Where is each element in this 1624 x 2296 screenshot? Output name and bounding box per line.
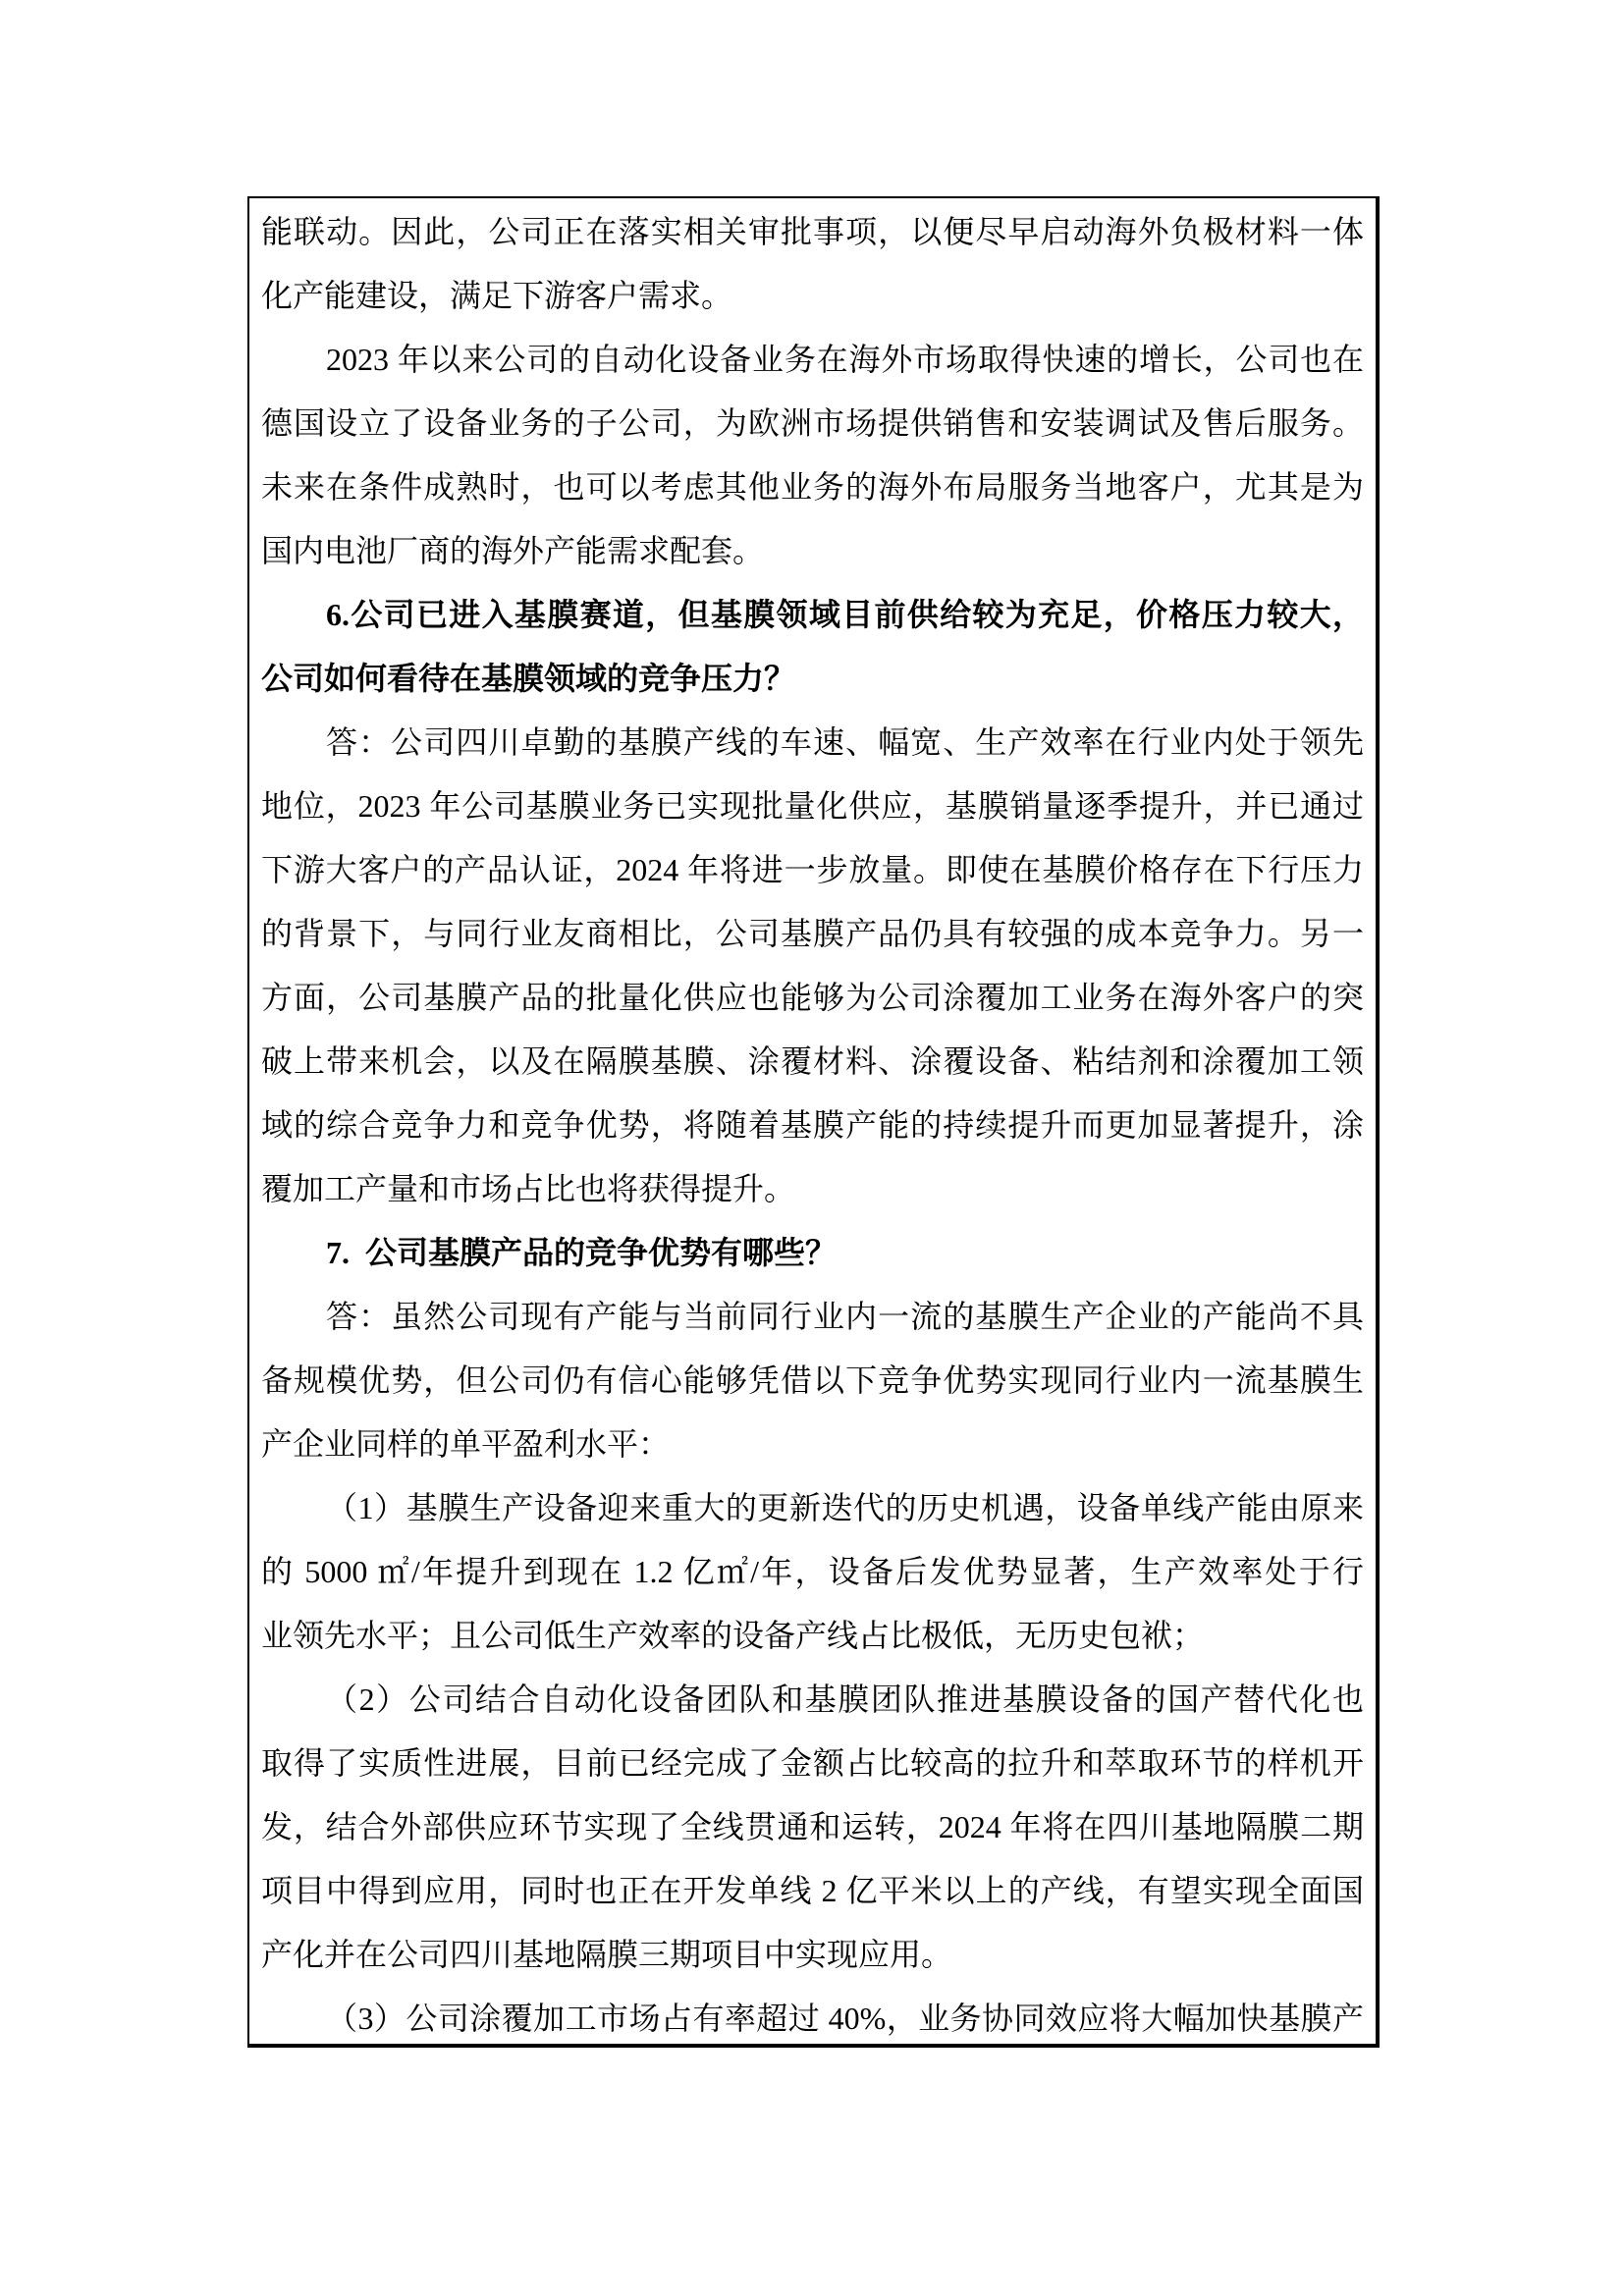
document-line: 备规模优势，但公司仍有信心能够凭借以下竞争优势实现同行业内一流基膜生 bbox=[261, 1362, 1364, 1398]
document-line: 地位，2023 年公司基膜业务已实现批量化供应，基膜销量逐季提升，并已通过 bbox=[261, 788, 1364, 824]
document-line: 产企业同样的单平盈利水平： bbox=[261, 1426, 671, 1462]
document-line: 产化并在公司四川基地隔膜三期项目中实现应用。 bbox=[261, 1937, 953, 1972]
document-line: 国内电池厂商的海外产能需求配套。 bbox=[261, 533, 765, 568]
document-line: 答：虽然公司现有产能与当前同行业内一流的基膜生产企业的产能尚不具 bbox=[326, 1299, 1364, 1334]
document-line: （3）公司涂覆加工市场占有率超过 40%，业务协同效应将大幅加快基膜产 bbox=[326, 2001, 1364, 2036]
document-line: 覆加工产量和市场占比也将获得提升。 bbox=[261, 1171, 796, 1206]
question-6-line: 公司如何看待在基膜领域的竞争压力？ bbox=[261, 661, 796, 696]
document-line: （2）公司结合自动化设备团队和基膜团队推进基膜设备的国产替代化也 bbox=[326, 1682, 1364, 1717]
document-line: 德国设立了设备业务的子公司，为欧洲市场提供销售和安装调试及售后服务。 bbox=[261, 405, 1364, 441]
document-line: 化产能建设，满足下游客户需求。 bbox=[261, 278, 733, 313]
document-line: 破上带来机会，以及在隔膜基膜、涂覆材料、涂覆设备、粘结剂和涂覆加工领 bbox=[261, 1043, 1364, 1079]
document-line: 方面，公司基膜产品的批量化供应也能够为公司涂覆加工业务在海外客户的突 bbox=[261, 980, 1364, 1015]
document-line: 未来在条件成熟时，也可以考虑其他业务的海外布局服务当地客户，尤其是为 bbox=[261, 469, 1364, 505]
question-6-line: 6.公司已进入基膜赛道，但基膜领域目前供给较为充足，价格压力较大， bbox=[326, 597, 1364, 632]
document-line: 答：公司四川卓勤的基膜产线的车速、幅宽、生产效率在行业内处于领先 bbox=[326, 724, 1364, 760]
document-line: 项目中得到应用，同时也正在开发单线 2 亿平米以上的产线，有望实现全面国 bbox=[261, 1873, 1364, 1908]
document-line: 的 5000 ㎡/年提升到现在 1.2 亿㎡/年，设备后发优势显著，生产效率处于行 bbox=[261, 1554, 1364, 1589]
document-line: 能联动。因此，公司正在落实相关审批事项，以便尽早启动海外负极材料一体 bbox=[261, 214, 1364, 249]
document-line: 2023 年以来公司的自动化设备业务在海外市场取得快速的增长，公司也在 bbox=[326, 342, 1364, 377]
document-line: 取得了实质性进展，目前已经完成了金额占比较高的拉升和萃取环节的样机开 bbox=[261, 1745, 1364, 1781]
document-table-cell bbox=[247, 196, 1380, 2048]
document-line: 的背景下，与同行业友商相比，公司基膜产品仍具有较强的成本竞争力。另一 bbox=[261, 916, 1364, 951]
document-line: 发，结合外部供应环节实现了全线贯通和运转，2024 年将在四川基地隔膜二期 bbox=[261, 1809, 1364, 1844]
document-line: 域的综合竞争力和竞争优势，将随着基膜产能的持续提升而更加显著提升，涂 bbox=[261, 1107, 1364, 1143]
question-7-line: 7. 公司基膜产品的竞争优势有哪些？ bbox=[326, 1235, 838, 1270]
document-line: 业领先水平；且公司低生产效率的设备产线占比极低，无历史包袱； bbox=[261, 1618, 1205, 1653]
document-line: （1）基膜生产设备迎来重大的更新迭代的历史机遇，设备单线产能由原来 bbox=[326, 1490, 1364, 1525]
document-line: 下游大客户的产品认证，2024 年将进一步放量。即使在基膜价格存在下行压力 bbox=[261, 852, 1364, 887]
